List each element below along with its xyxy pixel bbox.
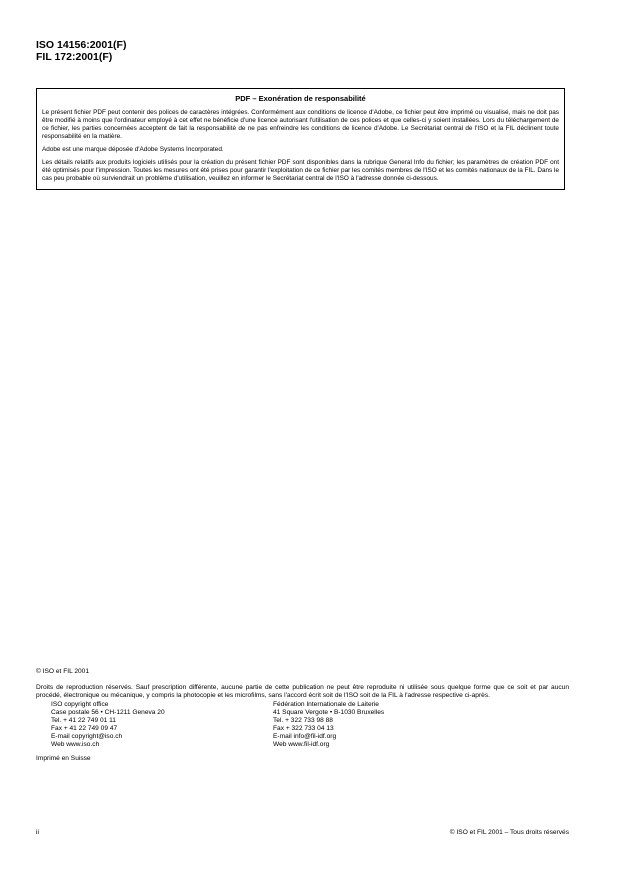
disclaimer-title: PDF – Exonération de responsabilité: [235, 94, 366, 103]
pdf-disclaimer-box: [36, 88, 565, 190]
iso-address-block: [51, 701, 273, 748]
footer-rights: © ISO et FIL 2001 – Tous droits réservés: [449, 829, 569, 836]
addresses: [36, 701, 569, 748]
disclaimer-paragraph-details: Les détails relatifs aux produits logiciels utilisés pour la création du présent fichier PDF sont disponibles dans la rubrique General Info du fichier; les paramètres de création PDF ont été optimisés pour l'impression. Toutes les mesures ont été prises pour garantir l'exploitation de ce fichier par les comités membres de l'ISO et les comités nationaux de la FIL. Dans le cas peu probable où surviendrait un problème d'utilisation, veuillez en informer le Secrétariat central de l'ISO à l'adresse donnée ci-dessous.: [42, 159, 559, 182]
iso-office-name: ISO copyright office: [51, 701, 109, 708]
disclaimer-paragraph-fonts: Le présent fichier PDF peut contenir des polices de caractères intégrées. Conformément aux conditions de licence d'Adobe, ce fichier peut être imprimé ou visualisé, mais ne doit pas être modifié à moins que l'ordinateur employé à cet effet ne bénéficie d'une licence autorisant l'utilisation de ces polices et que celles-ci y soient installées. Lors du téléchargement de ce fichier, les parties concernées acceptent de fait la responsabilité de ne pas enfreindre les conditions de licence d'Adobe. Le Secrétariat central de l'ISO et la FIL déclinent toute responsabilité en la matière.: [42, 109, 559, 140]
document-header: [36, 39, 126, 63]
fil-postal-address: 41 Square Vergote • B-1030 Bruxelles: [273, 708, 385, 716]
iso-web: Web www.iso.ch: [51, 740, 100, 748]
iso-designation: ISO 14156:2001(F): [36, 39, 127, 51]
fil-designation: FIL 172:2001(F): [36, 51, 113, 63]
fil-web: Web www.fil-idf.org: [273, 740, 330, 748]
page-number: ii: [36, 829, 39, 836]
copyright-line: © ISO et FIL 2001: [36, 668, 89, 675]
iso-email: E-mail copyright@iso.ch: [51, 732, 123, 740]
fil-address-block: [273, 701, 384, 748]
iso-tel: Tel. + 41 22 749 01 11: [51, 716, 116, 724]
fil-fax: Fax + 322 733 04 13: [273, 724, 334, 732]
fil-tel: Tel. + 322 733 98 88: [273, 716, 333, 724]
iso-postal-address: Case postale 56 • CH-1211 Geneva 20: [51, 708, 165, 716]
fil-office-name: Fédération Internationale de Laiterie: [273, 701, 379, 708]
copyright-section: [36, 668, 569, 763]
iso-fax: Fax + 41 22 749 09 47: [51, 724, 118, 732]
reproduction-rights: Droits de reproduction réservés. Sauf prescription différente, aucune partie de cette publication ne peut être reproduite ni utilisée sous quelque forme que ce soit et par aucun procédé, électronique ou mécanique, y compris la photocopie et les microfilms, sans l'accord écrit soit de l'ISO soit de la FIL à l'adresse respective ci-après.: [36, 684, 569, 699]
fil-email: E-mail info@fil-idf.org: [273, 732, 337, 740]
disclaimer-paragraph-adobe: Adobe est une marque déposée d'Adobe Systems Incorporated.: [42, 146, 224, 153]
printed-in: Imprimé en Suisse: [36, 755, 91, 763]
